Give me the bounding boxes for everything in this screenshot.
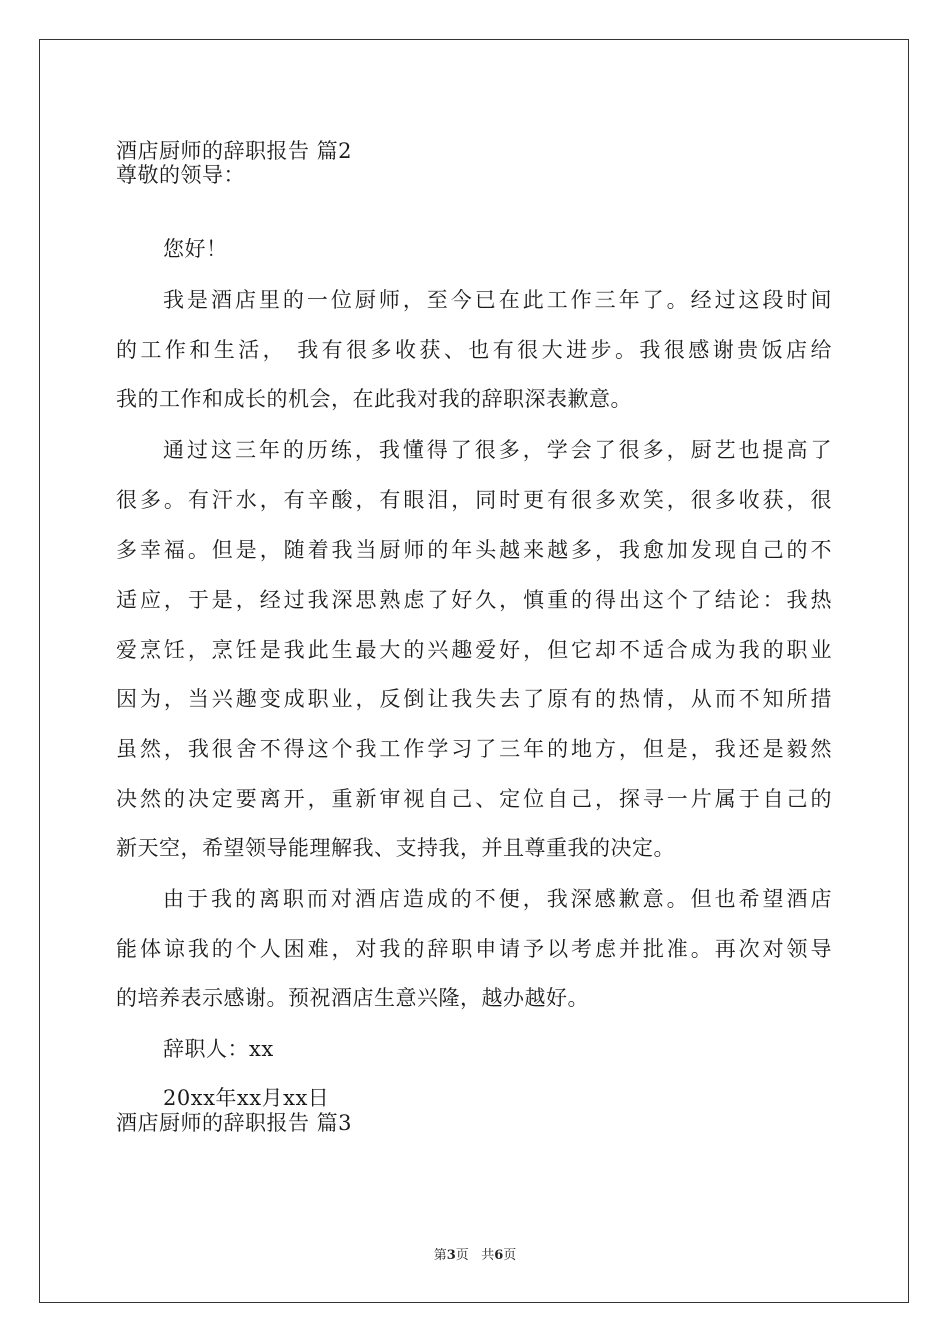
paragraph-3-line-1: 由于我的离职而对酒店造成的不便，我深感歉意。但也希望酒店: [163, 887, 832, 911]
paragraph-2-line-9: 新天空，希望领导能理解我、支持我，并且尊重我的决定。: [116, 836, 675, 860]
paragraph-1-line-3: 我的工作和成长的机会，在此我对我的辞职深表歉意。: [116, 387, 632, 411]
paragraph-2-line-7: 虽然，我很舍不得这个我工作学习了三年的地方，但是，我还是毅然: [116, 737, 832, 761]
paragraph-2-line-4: 适应，于是，经过我深思熟虑了好久，慎重的得出这个了结论：我热: [116, 588, 832, 612]
paragraph-2-line-2: 很多。有汗水，有辛酸，有眼泪，同时更有很多欢笑，很多收获，很: [116, 488, 832, 512]
salutation: 尊敬的领导：: [116, 163, 245, 187]
footer-prefix: 第: [433, 1248, 447, 1263]
paragraph-2-line-5: 爱烹饪，烹饪是我此生最大的兴趣爱好，但它却不适合成为我的职业: [116, 638, 832, 662]
paragraph-2-line-1: 通过这三年的历练，我懂得了很多，学会了很多，厨艺也提高了: [163, 438, 832, 462]
paragraph-2-line-8: 决然的决定要离开，重新审视自己、定位自己，探寻一片属于自己的: [116, 787, 832, 811]
footer-total-suffix: 页: [503, 1248, 517, 1263]
page-footer: [0, 1248, 950, 1264]
date-line: 20xx年xx月xx日: [163, 1086, 330, 1110]
section-heading-3: 酒店厨师的辞职报告 篇3: [116, 1111, 353, 1135]
section-heading-2: 酒店厨师的辞职报告 篇2: [116, 139, 353, 163]
footer-page-number: 3: [446, 1248, 456, 1263]
signature-line: 辞职人：xx: [163, 1037, 274, 1061]
paragraph-3-line-3: 的培养表示感谢。预祝酒店生意兴隆，越办越好。: [116, 986, 589, 1010]
greeting: 您好！: [163, 237, 228, 261]
paragraph-3-line-2: 能体谅我的个人困难，对我的辞职申请予以考虑并批准。再次对领导: [116, 937, 832, 961]
paragraph-1-line-2: 的工作和生活， 我有很多收获、也有很大进步。我很感谢贵饭店给: [116, 338, 832, 362]
paragraph-1-line-1: 我是酒店里的一位厨师，至今已在此工作三年了。经过这段时间: [163, 288, 832, 312]
paragraph-2-line-6: 因为，当兴趣变成职业，反倒让我失去了原有的热情，从而不知所措: [116, 687, 832, 711]
footer-page-suffix: 页: [455, 1248, 469, 1263]
footer-total-prefix: 共: [481, 1248, 495, 1263]
paragraph-2-line-3: 多幸福。但是，随着我当厨师的年头越来越多，我愈加发现自己的不: [116, 538, 832, 562]
footer-total-pages: 6: [494, 1248, 504, 1263]
